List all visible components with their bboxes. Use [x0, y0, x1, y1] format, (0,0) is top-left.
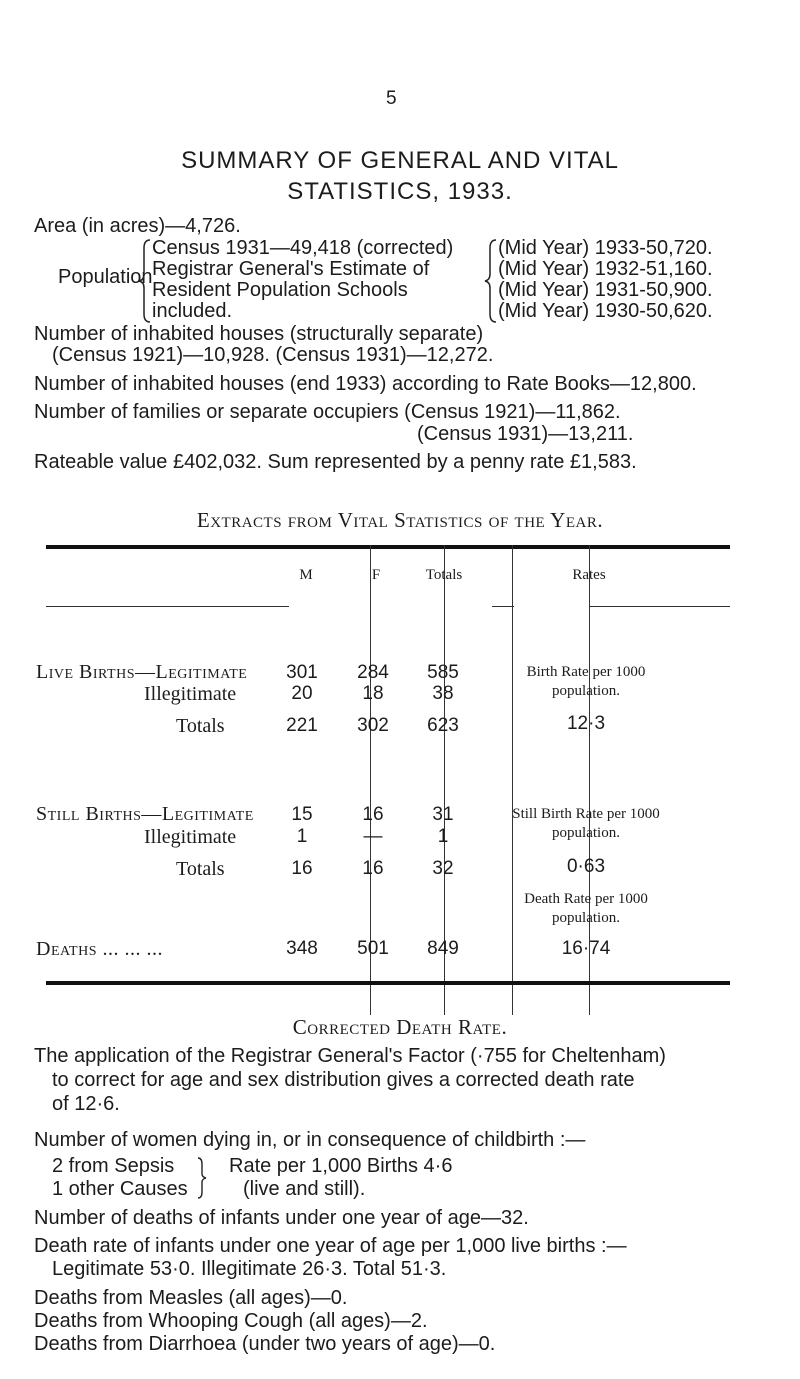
population-midyear-1930: (Mid Year) 1930-50,620. [498, 300, 713, 322]
birth-rate-text: Birth Rate per 1000 population. [526, 664, 646, 699]
live-births-label: Live Births—Legitimate [36, 661, 248, 683]
corrected-line-3: of 12·6. [52, 1093, 120, 1115]
corrected-line-2: to correct for age and sex distribution gives a corrected death rate [52, 1069, 635, 1091]
population-midyear-1932: (Mid Year) 1932-51,160. [498, 258, 713, 280]
live-legit-f: 284 [357, 662, 389, 683]
rateable-value-line: Rateable value £402,032. Sum represented by a penny rate £1,583. [34, 451, 637, 473]
live-totals-total: 623 [427, 715, 459, 736]
deaths-total: 849 [427, 938, 459, 959]
header-totals: Totals [425, 567, 463, 583]
table-bottom-rule [46, 981, 730, 985]
maternal-brace-icon [196, 1156, 208, 1200]
page-subtitle: STATISTICS, 1933. [287, 178, 513, 205]
infant-rate-line: Death rate of infants under one year of age per 1,000 live births :— [34, 1235, 627, 1257]
still-births-illegitimate-label: Illegitimate [144, 826, 237, 848]
families-line: Number of families or separate occupiers (Census 1921)—11,862. [34, 401, 621, 423]
live-illegit-m: 20 [291, 683, 313, 704]
live-births-totals-label: Totals [176, 715, 225, 737]
population-included: included. [152, 300, 233, 322]
rate-books-line: Number of inhabited houses (end 1933) according to Rate Books—12,800. [34, 373, 697, 395]
population-right-brace-icon [484, 238, 498, 324]
header-m: M [299, 567, 313, 583]
deaths-m: 348 [286, 938, 318, 959]
population-label: Population [58, 266, 153, 288]
population-left-brace-icon [138, 238, 152, 324]
header-rule [492, 606, 514, 607]
live-totals-m: 221 [286, 715, 318, 736]
vital-statistics-table [36, 545, 730, 1015]
still-totals-total: 32 [432, 858, 454, 879]
table-top-rule [46, 545, 730, 549]
maternal-rate-note: (live and still). [243, 1178, 366, 1200]
corrected-line-1: The application of the Registrar General's Factor (·755 for Cheltenham) [34, 1045, 666, 1067]
still-legit-f: 16 [362, 804, 384, 825]
header-rule [46, 606, 289, 607]
whooping-cough-line: Deaths from Whooping Cough (all ages)—2. [34, 1310, 428, 1332]
population-estimate: Registrar General's Estimate of [152, 258, 430, 280]
area-line: Area (in acres)—4,726. [34, 215, 241, 237]
corrected-death-rate-heading: Corrected Death Rate. [292, 1015, 508, 1039]
houses-line: Number of inhabited houses (structurally separate) [34, 323, 484, 345]
diarrhoea-line: Deaths from Diarrhoea (under two years of age)—0. [34, 1333, 496, 1355]
infant-deaths-line: Number of deaths of infants under one year of age—32. [34, 1207, 529, 1229]
population-midyear-1931: (Mid Year) 1931-50,900. [498, 279, 713, 301]
still-births-totals-label: Totals [176, 858, 225, 880]
page-number: 5 [386, 88, 397, 109]
still-birth-rate-text: Still Birth Rate per 1000 population. [512, 806, 660, 841]
measles-line: Deaths from Measles (all ages)—0. [34, 1287, 348, 1309]
population-census: Census 1931—49,418 (corrected) [152, 237, 454, 259]
still-illegit-total: 1 [437, 826, 449, 847]
extracts-heading: Extracts from Vital Statistics of the Year. [196, 508, 604, 532]
live-illegit-f: 18 [362, 683, 384, 704]
infant-rate-values: Legitimate 53·0. Illegitimate 26·3. Total 51·3. [52, 1258, 447, 1280]
still-illegit-f: — [363, 826, 383, 847]
header-f: F [371, 567, 381, 583]
families-1931-line: (Census 1931)—13,211. [417, 423, 634, 445]
maternal-line: Number of women dying in, or in consequence of childbirth :— [34, 1129, 586, 1151]
still-birth-rate-value: 0·63 [566, 856, 606, 877]
still-legit-m: 15 [291, 804, 313, 825]
still-totals-m: 16 [291, 858, 313, 879]
deaths-f: 501 [357, 938, 389, 959]
maternal-other: 1 other Causes [52, 1178, 188, 1200]
death-rate-value: 16·74 [561, 938, 611, 959]
live-legit-m: 301 [286, 662, 318, 683]
still-totals-f: 16 [362, 858, 384, 879]
still-illegit-m: 1 [296, 826, 308, 847]
header-rule [589, 606, 730, 607]
deaths-label: Deaths ... ... ... [36, 938, 164, 960]
birth-rate-value: 12·3 [566, 713, 606, 734]
population-midyear-1933: (Mid Year) 1933-50,720. [498, 237, 713, 259]
header-rates: Rates [572, 567, 606, 583]
page-title: SUMMARY OF GENERAL AND VITAL [181, 147, 619, 174]
live-legit-total: 585 [427, 662, 459, 683]
population-resident: Resident Population Schools [152, 279, 408, 301]
live-illegit-total: 38 [432, 683, 454, 704]
houses-census-line: (Census 1921)—10,928. (Census 1931)—12,272. [52, 344, 494, 366]
live-births-illegitimate-label: Illegitimate [144, 683, 237, 705]
live-totals-f: 302 [357, 715, 389, 736]
still-births-label: Still Births—Legitimate [36, 803, 254, 825]
maternal-rate: Rate per 1,000 Births 4·6 [229, 1155, 453, 1177]
maternal-sepsis: 2 from Sepsis [52, 1155, 175, 1177]
still-legit-total: 31 [432, 804, 454, 825]
death-rate-text: Death Rate per 1000 population. [524, 891, 648, 926]
